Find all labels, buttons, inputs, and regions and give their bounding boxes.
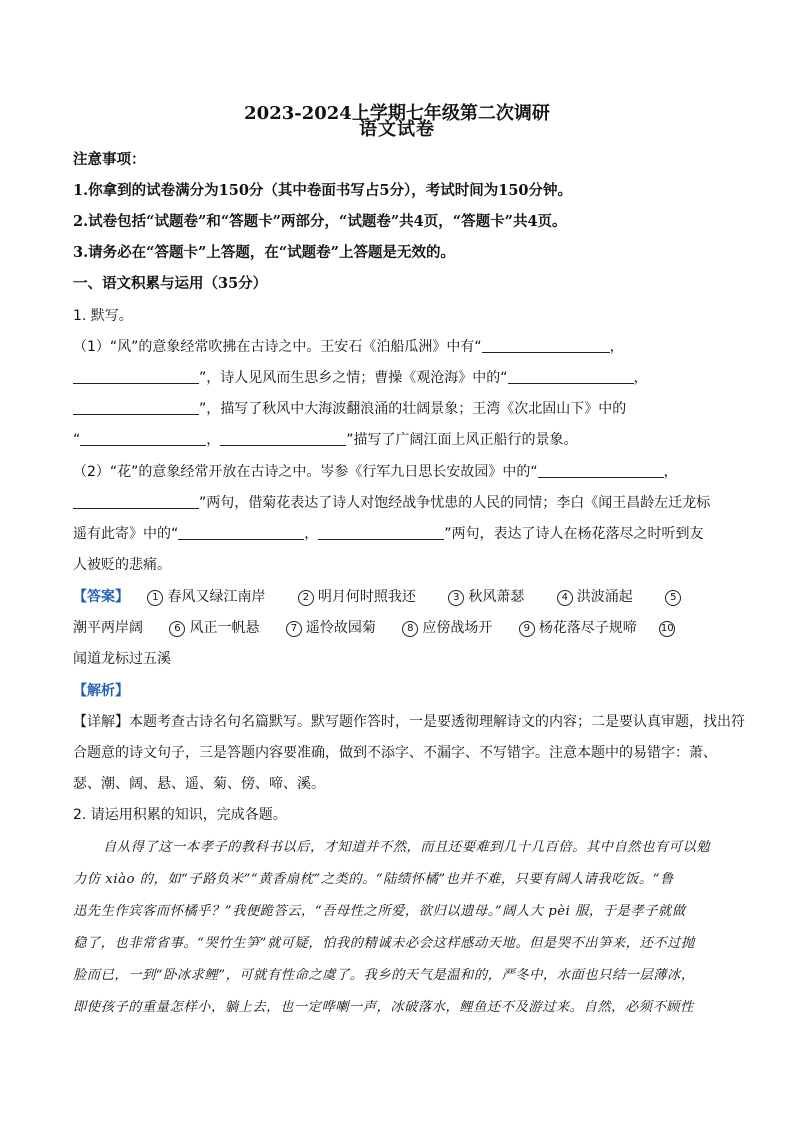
notice-heading: 注意事项：: [73, 151, 146, 168]
answer-text: 春风又绿江南岸: [167, 589, 266, 605]
answer-text: 杨花落尽子规啼: [538, 620, 637, 636]
answer-text: 洪波涌起: [576, 589, 633, 605]
exam-subtitle: 语文试卷: [359, 119, 435, 140]
answer-number: 7: [286, 621, 302, 637]
q1-text: ”两句，借菊花表达了诗人对饱经战争忧患的人民的同情；李白《闻王昌龄左迁龙标: [199, 495, 711, 511]
answer-number: 6: [169, 621, 185, 637]
q1-text: ，: [633, 370, 648, 386]
answer-number: 1: [147, 590, 163, 606]
answer-text: 应傍战场开: [422, 620, 493, 636]
fill-blank[interactable]: [73, 494, 199, 509]
q1-text: 人被贬的悲痛。: [73, 557, 171, 573]
fill-blank[interactable]: [178, 525, 304, 540]
q1-text: ，: [304, 526, 319, 542]
fill-blank[interactable]: [318, 525, 444, 540]
q1-text: ，: [609, 339, 624, 355]
answer-item: [147, 587, 265, 607]
answer-text: 闻道龙标过五溪: [73, 651, 171, 667]
question-2-stem: 2. 请运用积累的知识，完成各题。: [73, 807, 287, 823]
fill-blank[interactable]: [80, 431, 206, 446]
passage-line: 力仿 xiào 的，如“子路负米”“黄香扇枕”之类的。“陆绩怀橘”也并不难，只要有阔人请我吃饭。“鲁: [73, 872, 674, 887]
passage-line: 迅先生作宾客而怀橘乎？”我便跪答云，“吾母性之所爱，欲归以遗母。”阔人大 pèi 服，于是孝子就做: [73, 904, 686, 919]
question-1-stem: 1. 默写。: [73, 308, 133, 324]
q1-text: （2）“花”的意象经常开放在古诗之中。岑参《行军九日思长安故园》中的“: [73, 464, 538, 480]
answer-item: [519, 618, 637, 638]
analysis-detail-label: 【详解】: [73, 714, 129, 730]
q1-text: “: [73, 432, 81, 448]
fill-blank[interactable]: [73, 369, 199, 384]
q1-part2-line: [73, 493, 723, 513]
answer-line-2: [73, 618, 723, 638]
passage-line: 即使孩子的重量怎样小，躺上去，也一定哗喇一声，冰破落水，鲤鱼还不及游过来。自然，必须不顾性: [73, 1000, 694, 1015]
q1-text: ”，诗人见风而生思乡之情；曹操《观沧海》中的“: [199, 370, 508, 386]
fill-blank[interactable]: [220, 431, 346, 446]
analysis-label: 【解析】: [73, 683, 129, 699]
answer-number: 4: [557, 590, 573, 606]
answer-text: 潮平两岸阔: [73, 620, 143, 636]
answer-item: [448, 587, 524, 607]
notice-item: 1.你拿到的试卷满分为150分（其中卷面书写占5分），考试时间为150分钟。: [73, 182, 573, 199]
answer-line-1: [73, 587, 723, 607]
passage-line: 稳了，也非常省事。“哭竹生笋”就可疑，怕我的精诚未必会这样感动天地。但是哭不出笋来，还不过抛: [73, 936, 695, 951]
q1-text: （1）“风”的意象经常吹拂在古诗之中。王安石《泊船瓜洲》中有“: [73, 339, 482, 355]
q1-part2-line: [73, 555, 723, 575]
answer-item: [665, 587, 685, 607]
answer-number: 5: [665, 590, 681, 606]
answer-number: 9: [519, 621, 535, 637]
q1-part1-line: [73, 430, 723, 450]
answer-item: [286, 618, 376, 638]
analysis-line: [73, 712, 745, 732]
passage-line: 脸而已，一到“卧冰求鲤”，可就有性命之虞了。我乡的天气是温和的，严冬中，水面也只结一层薄冰，: [73, 968, 695, 983]
answer-number: 8: [402, 621, 418, 637]
q1-part1-line: [73, 399, 723, 419]
answer-number: 3: [448, 590, 464, 606]
answer-item: [169, 618, 259, 638]
analysis-line: 合题意的诗文句子，三是答题内容要准确，做到不添字、不漏字、不写错字。注意本题中的易错字：萧、: [73, 745, 717, 761]
fill-blank[interactable]: [508, 369, 634, 384]
analysis-line: [73, 681, 723, 701]
answer-text: 风正一帆悬: [189, 620, 260, 636]
answer-number: 2: [298, 590, 314, 606]
answer-text: 明月何时照我还: [317, 589, 416, 605]
analysis-text: 本题考查古诗名句名篇默写。默写题作答时，一是要透彻理解诗文的内容；二是要认真审题，找出符: [129, 714, 745, 730]
q1-text: ，: [206, 432, 221, 448]
answer-text: 遥怜故园菊: [305, 620, 376, 636]
q1-text: ”两句，表达了诗人在杨花落尽之时听到友: [444, 526, 704, 542]
fill-blank[interactable]: [482, 338, 610, 353]
q1-part2-line: [73, 462, 723, 482]
notice-item: 2.试卷包括“试题卷”和“答题卡”两部分，“试题卷”共4页，“答题卡”共4页。: [73, 213, 567, 230]
q1-text: ”描写了广阔江面上风正船行的景象。: [346, 432, 578, 448]
answer-number: 10: [659, 621, 675, 637]
answer-item: [557, 587, 633, 607]
section-heading: 一、语文积累与运用（35分）: [73, 275, 268, 292]
passage-line: 自从得了这一本孝子的教科书以后，才知道并不然，而且还要难到几十几百倍。其中自然也有可以勉: [103, 840, 711, 855]
q1-part2-line: [73, 524, 723, 544]
answer-label: 【答案】: [73, 589, 129, 605]
answer-line-3: [73, 649, 723, 669]
fill-blank[interactable]: [73, 400, 199, 415]
q1-text: ”，描写了秋风中大海波翻浪涌的壮阔景象；王湾《次北固山下》中的: [199, 401, 627, 417]
notice-item: 3.请务必在“答题卡”上答题，在“试题卷”上答题是无效的。: [73, 244, 455, 261]
q1-text: 遥有此寄》中的“: [73, 526, 179, 542]
q1-part1-line: [73, 337, 723, 357]
analysis-line: 瑟、潮、阔、悬、遥、菊、傍、啼、溪。: [73, 776, 325, 792]
q1-text: ，: [663, 464, 678, 480]
answer-text: 秋风萧瑟: [468, 589, 525, 605]
fill-blank[interactable]: [538, 463, 664, 478]
q1-part1-line: [73, 368, 723, 388]
answer-item: [659, 618, 679, 638]
exam-title: 2023-2024上学期七年级第二次调研: [244, 103, 550, 124]
answer-item: [402, 618, 492, 638]
answer-item: [298, 587, 416, 607]
